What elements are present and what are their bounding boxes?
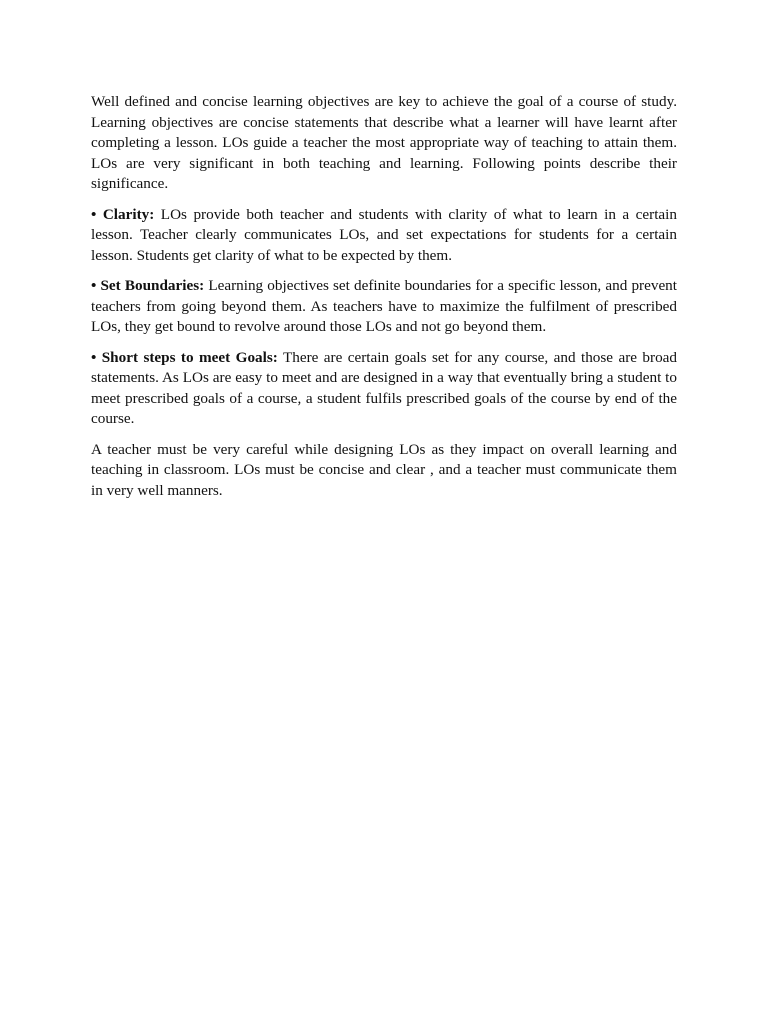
point-heading: • Clarity:: [91, 205, 155, 223]
point-heading: • Short steps to meet Goals:: [91, 348, 278, 366]
document-body: [91, 92, 677, 511]
point-short-steps: [91, 348, 677, 430]
conclusion-paragraph: A teacher must be very careful while designing LOs as they impact on overall learning and teaching in classroom. LOs must be concise and clear , and a teacher must communicate them in very well manners.: [91, 440, 677, 499]
point-clarity: [91, 205, 677, 267]
point-text: There are certain goals set for any course, and those are broad statements. As LOs are easy to meet and are designed in a way that eventually bring a student to meet prescribed goals of a course, a student fulfils prescribed goals of the course by end of the course.: [91, 348, 677, 427]
point-text: LOs provide both teacher and students with clarity of what to learn in a certain lesson. Teacher clearly communicates LOs, and set expectations for students for a certain lesson. Students get clarity of what to be expected by them.: [91, 205, 677, 264]
point-heading: • Set Boundaries:: [91, 277, 205, 294]
point-set-boundaries: [91, 276, 677, 338]
intro-paragraph: Well defined and concise learning objectives are key to achieve the goal of a course of study. Learning objectives are concise statements that describe what a learner will have learnt after completing a lesson. LOs guide a teacher the most appropriate way of teaching to attain them. LOs are very significant in both teaching and learning. Following points describe their significance.: [91, 93, 677, 192]
point-text: Learning objectives set definite boundaries for a specific lesson, and prevent teachers from going beyond them. As teachers have to maximize the fulfilment of prescribed LOs, they get bound to revolve around those LOs and not go beyond them.: [91, 277, 677, 335]
